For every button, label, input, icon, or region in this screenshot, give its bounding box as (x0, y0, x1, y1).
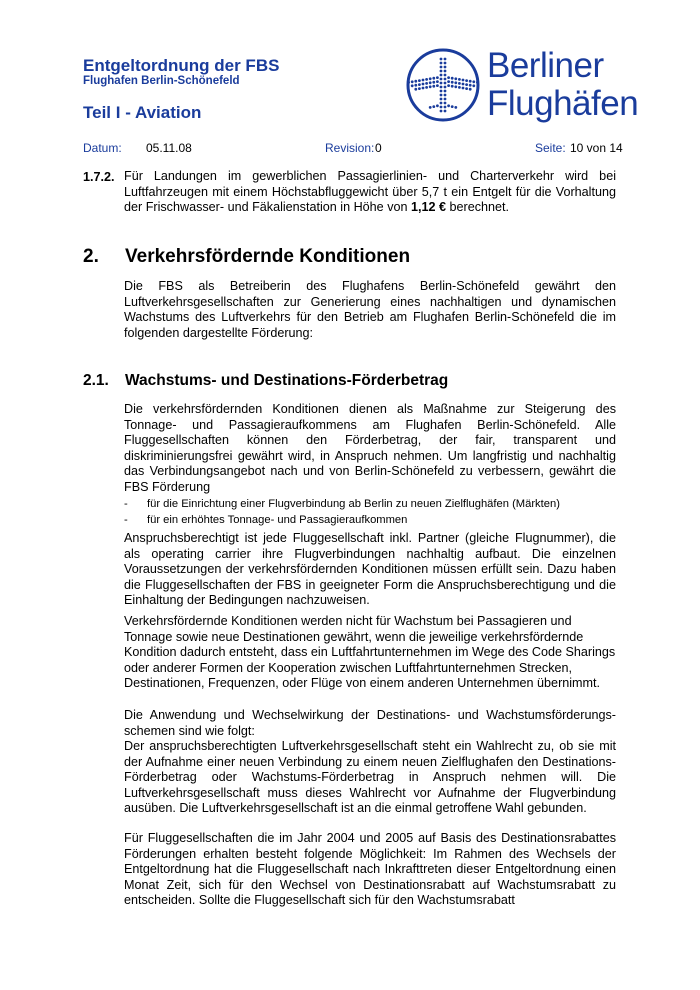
section-2-title: Verkehrsfördernde Konditionen (125, 246, 411, 267)
section-2-text: Die FBS als Betreiberin des Flughafens Berlin-Schönefeld gewährt den Luftverkehrsgesellschaften zur Generierung eines nachhaltigen und dynamischen Wachstums des Luftverkehrs für den Betrieb am Flughafen Berlin-Schönefeld die im folgenden dargestellte Förderung: (124, 279, 616, 340)
transition-paragraph: Für Fluggesellschaften die im Jahr 2004 und 2005 auf Basis des Destinationsrabattes Förderungen erhalten besteht folgende Möglichkeit: Im Rahmen des Wechsels der Entgeltordnung hat die Fluggesellschaft nach Inkrafttreten dieser Entgeltordnung einen Monat Zeit, sich für den Wechsel von Destinationsrabatt auf Wachstumsrabatt zu entscheiden. Sollte die Fluggesellschaft sich für den Wachstumsrabatt (124, 831, 616, 907)
section-2-1-number: 2.1. (83, 372, 109, 389)
revision-label: Revision: (325, 141, 375, 155)
section-1-7-2-text: Für Landungen im gewerblichen Passagierlinien- und Charterverkehr wird bei Luftfahrzeugen mit einem Höchstabfluggewicht über 5,7 t ein Entgelt für die Vorhaltung der Frischwasser- und Fäkalienstation in Höhe von 1,12 € berechnet. (124, 169, 616, 214)
section-2-1-intro: Die verkehrsfördernden Konditionen dienen als Maßnahme zur Steigerung des Tonnage- und Passagieraufkommens am Flughafen Berlin-Schönefeld. Alle Fluggesellschaften können den Förderbetrag, der fair, transparent und diskriminierungsfrei gewährt wird, in Anspruch nehmen. Um langfristig und nachhaltig das Verbindungsangebot nach und von Berlin-Schönefeld zu verbessern, gewährt die FBS Förderung (124, 402, 616, 494)
document-title: Entgeltordnung der FBS (83, 56, 280, 75)
application-intro: Die Anwendung und Wechselwirkung der Destinations- und Wachstumsförderungs-schemen sind wie folgt: (124, 708, 616, 738)
part-title: Teil I - Aviation (83, 103, 202, 122)
date-label: Datum: (83, 141, 122, 155)
revision-value: 0 (375, 141, 382, 155)
document-subtitle: Flughafen Berlin-Schönefeld (83, 75, 240, 87)
logo-line2: Flughäfen (487, 84, 639, 123)
date-value: 05.11.08 (146, 141, 192, 155)
berliner-flughaefen-logo (405, 42, 645, 128)
exclusion-paragraph: Verkehrsfördernde Konditionen werden nicht für Wachstum bei Passagieren und Tonnage sowie neue Destinationen gewährt, wenn die jeweilige verkehrsfördernde Kondition dadurch entsteht, dass ein Luftfahrtunternehmen im Wege des Code Sharings oder anderer Formen der Kooperation zwischen Luftfahrtunternehmen Strecken, Destinationen, Frequenzen, oder Flüge von einem anderen Unternehmen übernimmt. (124, 614, 616, 690)
page-value: 10 von 14 (570, 141, 623, 155)
section-1-7-2-number: 1.7.2. (83, 170, 115, 184)
list-item: - für ein erhöhtes Tonnage- und Passagieraufkommen (124, 514, 408, 526)
page-label: Seite: (535, 141, 566, 155)
application-paragraph: Der anspruchsberechtigten Luftverkehrsgesellschaft steht ein Wahlrecht zu, ob sie mit der Aufnahme einer neuen Verbindung zu einem neuen Zielflughafen den Destinations-Förderbetrag oder Wachstums-Förderbetrag in Anspruch nehmen will. Die Luftverkehrsgesellschaft muss dieses Wahlrecht vor Aufnahme der Flugverbindung ausüben. Die Luftverkehrsgesellschaft ist an die einmal getroffene Wahl gebunden. (124, 739, 616, 815)
eligibility-paragraph: Anspruchsberechtigt ist jede Fluggesellschaft inkl. Partner (gleiche Flugnummer), die als operating carrier ihre Flugverbindungen nachhaltig aufbaut. Die einzelnen Voraussetzungen der verkehrsfördernden Konditionen müssen erfüllt sein. Dazu haben die Fluggesellschaften der FBS in geeigneter Form die Anspruchsberechtigung und die Einhaltung der Bedingungen nachzuweisen. (124, 531, 616, 607)
list-item: - für die Einrichtung einer Flugverbindung ab Berlin zu neuen Zielflughäfen (Märkten) (124, 498, 560, 510)
section-2-1-title: Wachstums- und Destinations-Förderbetrag (125, 372, 449, 389)
section-2-number: 2. (83, 246, 99, 267)
fee-amount: 1,12 € (411, 200, 447, 214)
logo-line1: Berliner (487, 46, 604, 85)
bullet-list (124, 497, 616, 529)
airplane-dots-icon (405, 47, 481, 123)
